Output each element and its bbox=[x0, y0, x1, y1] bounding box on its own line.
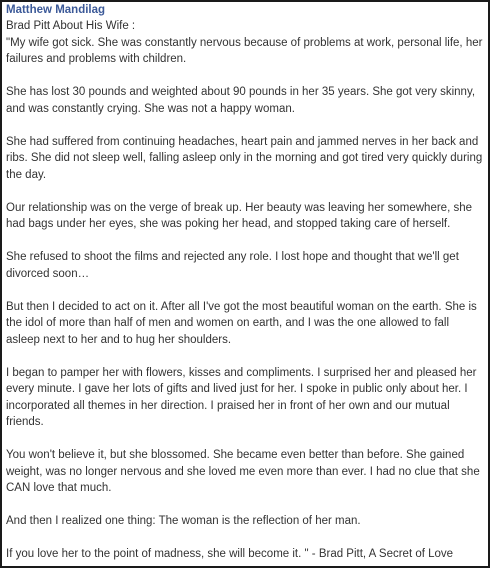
post-paragraph: I began to pamper her with flowers, kisses and compliments. I surprised her and pleased her every minute. I gave her lots of gifts and lived just for her. I spoke in public only about her. I incorporated all themes in her direction. I praised her in front of her own and our mutual friends. bbox=[6, 366, 477, 428]
post-body bbox=[6, 18, 485, 563]
post-headline: Brad Pitt About His Wife : bbox=[6, 20, 136, 32]
post-paragraph: Our relationship was on the verge of break up. Her beauty was leaving her somewhere, she had bags under her eyes, she was poking her head, and stopped taking care of herself. bbox=[6, 201, 473, 230]
post-content bbox=[2, 2, 488, 563]
post-paragraph: She had suffered from continuing headaches, heart pain and jammed nerves in her back and ribs. She did not sleep well, falling asleep only in the morning and got tired very quickly during the day. bbox=[6, 135, 483, 181]
post-paragraph: She has lost 30 pounds and weighted about 90 pounds in her 35 years. She got very skinny, and was constantly crying. She was not a happy woman. bbox=[6, 86, 476, 115]
post-paragraph: And then I realized one thing: The woman is the reflection of her man. bbox=[6, 515, 361, 527]
post-paragraph: You won't believe it, but she blossomed. She became even better than before. She gained weight, was no longer nervous and she loved me even more than ever. I had no clue that she CAN love that much. bbox=[6, 449, 480, 494]
post-paragraph: She refused to shoot the films and rejected any role. I lost hope and thought that we'll get divorced soon… bbox=[6, 251, 459, 280]
post-paragraph: But then I decided to act on it. After all I've got the most beautiful woman on the earth. She is the idol of more than half of men and women on earth, and I was the one allowed to fall asleep next to her and to hug her shoulders. bbox=[6, 300, 477, 346]
post-paragraph: "My wife got sick. She was constantly nervous because of problems at work, personal life, her failures and problems with children. bbox=[6, 36, 483, 65]
author-name-link[interactable]: Matthew Mandilag bbox=[6, 4, 106, 16]
post-paragraph: If you love her to the point of madness, she will become it. " - Brad Pitt, A Secret of Love bbox=[6, 548, 454, 560]
